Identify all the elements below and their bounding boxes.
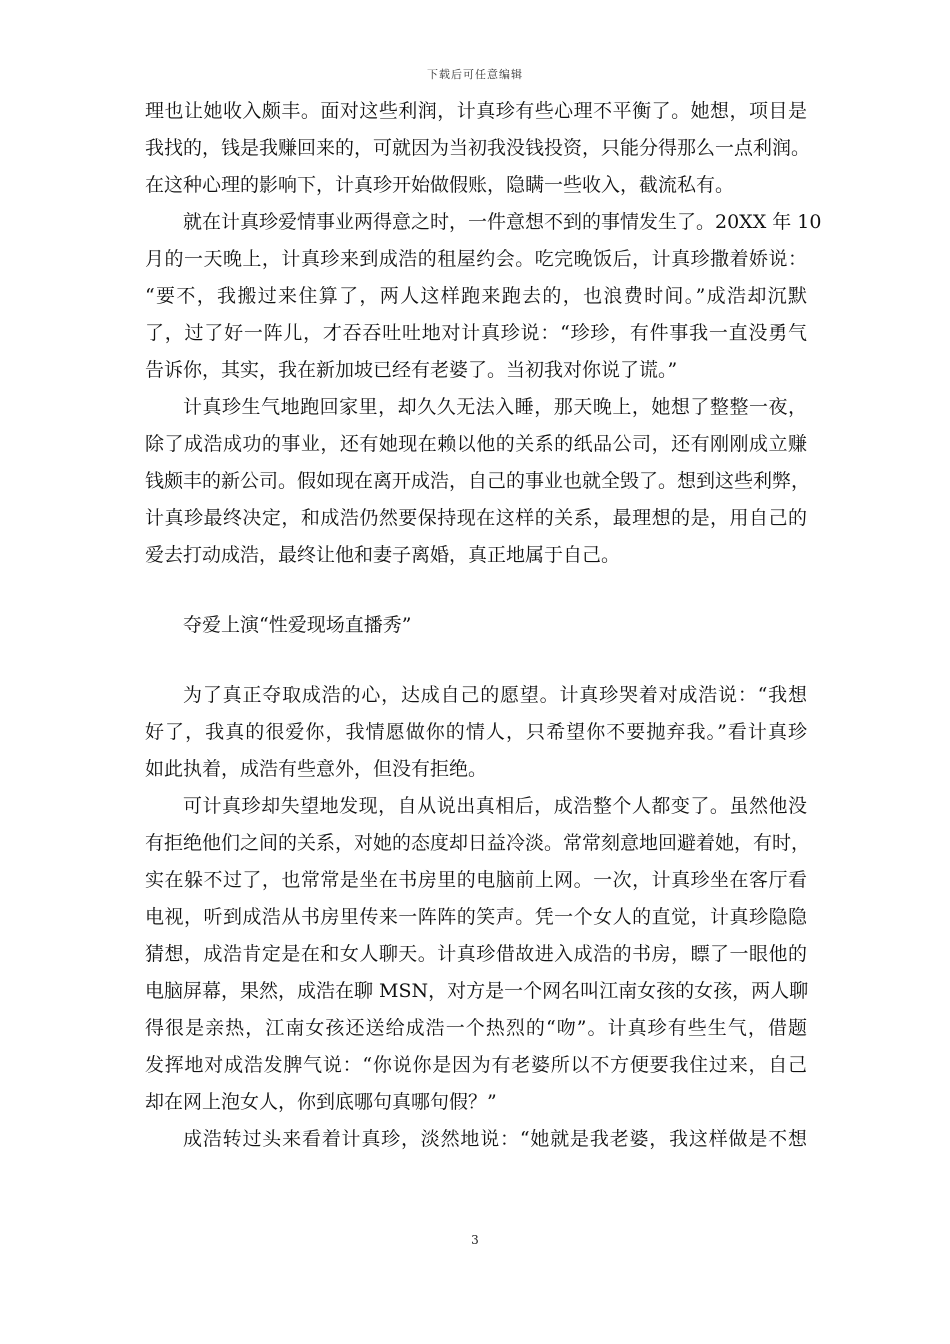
body-line: 电视，听到成浩从书房里传来一阵阵的笑声。凭一个女人的直觉，计真珍隐隐: [145, 906, 807, 928]
body-line: 发挥地对成浩发脾气说：“你说你是因为有老婆所以不方便要我住过来，自己: [145, 1054, 807, 1076]
body-line: 理也让她收入颇丰。面对这些利润，计真珍有些心理不平衡了。她想，项目是: [145, 100, 807, 122]
body-line: 了，过了好一阵儿，才吞吞吐吐地对计真珍说：“珍珍，有件事我一直没勇气: [145, 322, 807, 344]
body-line: 猜想，成浩肯定是在和女人聊天。计真珍借故进入成浩的书房，瞟了一眼他的: [145, 943, 807, 965]
page-number: 3: [471, 1233, 479, 1247]
page-header: 下载后可任意编辑: [427, 68, 523, 81]
body-line: 就在计真珍爱情事业两得意之时，一件意想不到的事情发生了。20XX 年 10: [183, 211, 822, 233]
spacer: [145, 574, 807, 607]
body-line: 实在躲不过了，也常常是坐在书房里的电脑前上网。一次，计真珍坐在客厅看: [145, 869, 807, 891]
body-line: 月的一天晚上，计真珍来到成浩的租屋约会。吃完晚饭后，计真珍撒着娇说：: [145, 248, 807, 270]
body-line: 除了成浩成功的事业，还有她现在赖以他的关系的纸品公司，还有刚刚成立赚: [145, 433, 807, 455]
body-line: 好了，我真的很爱你，我情愿做你的情人，只希望你不要抛弃我。”看计真珍: [145, 721, 807, 743]
body-line: “要不，我搬过来住算了，两人这样跑来跑去的，也浪费时间。”成浩却沉默: [145, 285, 807, 307]
body-line: 为了真正夺取成浩的心，达成自己的愿望。计真珍哭着对成浩说：“我想: [183, 684, 807, 706]
body-line: 计真珍生气地跑回家里，却久久无法入睡，那天晚上，她想了整整一夜，: [183, 396, 807, 418]
body-line: 在这种心理的影响下，计真珍开始做假账，隐瞒一些收入，截流私有。: [145, 174, 735, 196]
body-line: 有拒绝他们之间的关系，对她的态度却日益冷淡。常常刻意地回避着她，有时，: [145, 832, 811, 854]
body-line: 可计真珍却失望地发现，自从说出真相后，成浩整个人都变了。虽然他没: [183, 795, 807, 817]
section-heading: 夺爱上演“性爱现场直播秀”: [183, 614, 412, 636]
body-line: 告诉你，其实，我在新加坡已经有老婆了。当初我对你说了谎。”: [145, 359, 678, 381]
document-body: [145, 93, 822, 1158]
body-line: 得很是亲热，江南女孩还送给成浩一个热烈的“吻”。计真珍有些生气，借题: [145, 1017, 807, 1039]
spacer: [145, 644, 807, 677]
body-line: 钱颇丰的新公司。假如现在离开成浩，自己的事业也就全毁了。想到这些利弊，: [145, 470, 811, 492]
body-line: 成浩转过头来看着计真珍，淡然地说：“她就是我老婆，我这样做是不想: [183, 1128, 807, 1150]
body-line: 如此执着，成浩有些意外，但没有拒绝。: [145, 758, 488, 780]
body-line: 计真珍最终决定，和成浩仍然要保持现在这样的关系，最理想的是，用自己的: [145, 507, 807, 529]
body-line: 爱去打动成浩，最终让他和妻子离婚，真正地属于自己。: [145, 544, 621, 566]
body-line: 我找的，钱是我赚回来的，可就因为当初我没钱投资，只能分得那么一点利润。: [145, 137, 811, 159]
body-line: 却在网上泡女人，你到底哪句真哪句假？”: [145, 1091, 497, 1113]
body-line: 电脑屏幕，果然，成浩在聊 MSN，对方是一个网名叫江南女孩的女孩，两人聊: [145, 980, 809, 1002]
